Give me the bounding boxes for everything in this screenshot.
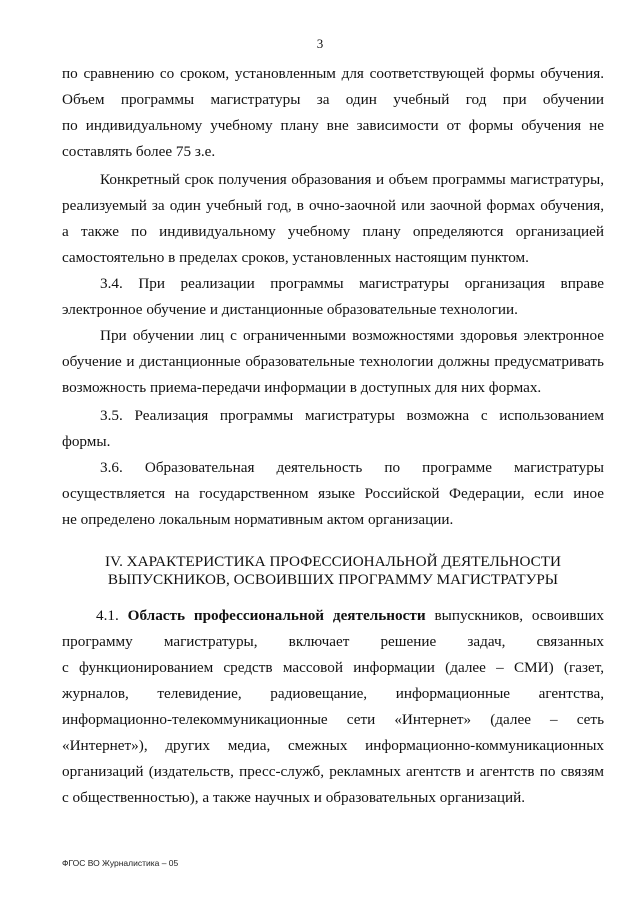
text-line: 3.6. Образовательная деятельность по программе магистратуры [100,459,604,476]
text-line: электронное обучение и дистанционные образовательные технологии. [62,301,518,318]
text-line: программу магистратуры, включает решение задач, связанных [62,633,604,650]
text-line: возможность приема-передачи информации в доступных для них формах. [62,379,542,396]
text-line: «Интернет»), других медиа, смежных информационно-коммуникационных [62,737,604,754]
text-line: реализуемый за один учебный год, в очно-заочной или заочной формах обучения, [62,197,604,214]
text-line: по индивидуальному учебному плану вне зависимости от формы обучения не [62,117,604,134]
text-line: 3.5. Реализация программы магистратуры возможна с использованием [100,407,604,424]
bold-term: Область профессиональной деятельности [127,607,426,624]
text-line: с общественностью), а также научных и образовательных организаций. [62,789,526,806]
text-line: самостоятельно в пределах сроков, установленных настоящим пунктом. [62,249,529,266]
text-line: не определено локальным нормативным актом организации. [62,511,454,528]
text-line: а также по индивидуальному учебному плану определяются организацией [62,223,604,240]
page-footer: ФГОС ВО Журналистика – 05 [62,858,179,868]
clause-number: 4.1. [96,607,119,624]
section-heading-line-1: IV. ХАРАКТЕРИСТИКА ПРОФЕССИОНАЛЬНОЙ ДЕЯТЕЛЬНОСТИ [105,553,561,570]
text-line: При обучении лиц с ограниченными возможностями здоровья электронное [100,327,604,344]
text-line-section-4-1 [96,606,604,626]
clause-text: выпускников, освоивших [434,607,604,624]
text-line: Конкретный срок получения образования и объем программы магистратуры, [100,171,604,188]
section-heading-line-2: ВЫПУСКНИКОВ, ОСВОИВШИХ ПРОГРАММУ МАГИСТРАТУРЫ [107,571,559,588]
text-line: 3.4. При реализации программы магистратуры организация вправе [100,275,604,292]
text-line: с функционированием средств массовой информации (далее – СМИ) (газет, [62,659,604,676]
text-line: журналов, телевидение, радиовещание, информационные агентства, [62,685,604,702]
text-line: информационно-телекоммуникационные сети «Интернет» (далее – сеть [62,711,604,728]
text-line: формы. [62,433,111,450]
text-line: Объем программы магистратуры за один учебный год при обучении [62,91,604,108]
text-line: по сравнению со сроком, установленным для соответствующей формы обучения. [62,65,604,82]
text-line: обучение и дистанционные образовательные технологии должны предусматривать [62,353,604,370]
text-line: осуществляется на государственном языке Российской Федерации, если иное [62,485,604,502]
text-line: составлять более 75 з.е. [62,143,216,160]
text-line: организаций (издательств, пресс-служб, рекламных агентств и агентств по связям [62,763,604,780]
page-number: 3 [316,36,324,51]
